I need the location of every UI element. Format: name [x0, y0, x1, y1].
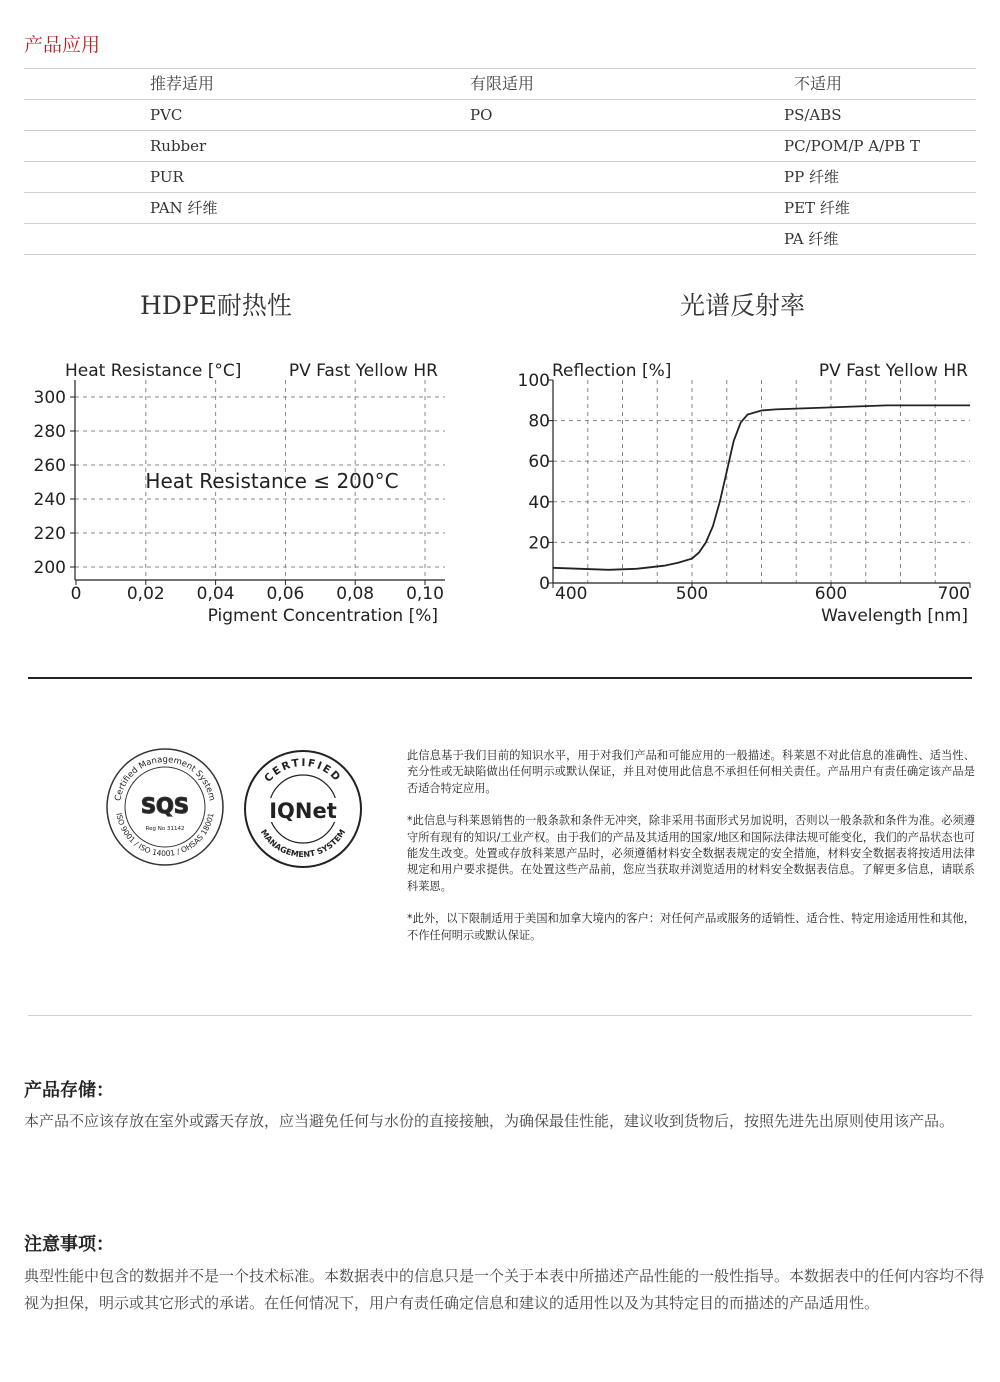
- sqs-certification-seal: [104, 746, 226, 868]
- x-tick-label: 700: [937, 584, 970, 604]
- table-cell: PC/POM/P A/PB T: [784, 137, 921, 155]
- x-axis-label: Pigment Concentration [%]: [207, 606, 438, 626]
- y-tick-label: 220: [33, 524, 66, 544]
- table-cell: Rubber: [150, 137, 207, 155]
- x-tick-label: 0: [70, 584, 82, 604]
- table-header-row: [24, 68, 976, 99]
- y-tick-label: 280: [33, 422, 66, 442]
- y-tick-label: 60: [528, 452, 550, 473]
- storage-title: 产品存储：: [24, 1080, 114, 1101]
- table-cell: PP 纤维: [784, 168, 839, 186]
- y-axis-label: Reflection [%]: [552, 361, 672, 381]
- header-recommended: 推荐适用: [150, 74, 215, 93]
- y-axis-label: Heat Resistance [°C]: [65, 361, 242, 381]
- table-row: [24, 161, 976, 192]
- disclaimer: [407, 748, 975, 960]
- table-row: [24, 192, 976, 223]
- application-table: [24, 68, 976, 255]
- table-row: [24, 99, 976, 130]
- application-title: 产品应用: [24, 34, 101, 56]
- y-tick-label: 40: [528, 492, 550, 513]
- x-tick-label: 0,08: [336, 584, 375, 604]
- reflection-heading: 光谱反射率: [680, 291, 806, 320]
- divider: [28, 1015, 972, 1016]
- disclaimer-paragraph: *此信息与科莱恩销售的一般条款和条件无冲突，除非采用书面形式另加说明，否则以一般条款和条件为准。必须遵守所有现有的知识/工业产权。由于我们的产品及其适用的国家/地区和国际法律法规可能变化，我们的产品状态也可能发生改变。处置或存放科莱恩产品时，必须遵循材料安全数据表规定的安全措施，材料安全数据表将按适用法律规定和用户要求提供。在处置这些产品前，您应当获取并浏览适用的材料安全数据表信息。了解更多信息，请联系科莱恩。: [407, 814, 975, 893]
- series-label: PV Fast Yellow HR: [288, 361, 438, 381]
- y-tick-label: 300: [33, 388, 66, 408]
- y-tick-label: 20: [528, 533, 550, 554]
- heat-resistance-chart: [20, 350, 460, 640]
- table-cell: PA 纤维: [784, 230, 839, 248]
- seal-bottom-text: ISO 9001 / ISO 14001 / OHSAS 18001: [114, 812, 216, 859]
- x-tick-label: 0,02: [126, 584, 165, 604]
- table-cell: PET 纤维: [784, 199, 850, 217]
- seal-top-text: CERTIFIED: [262, 756, 344, 785]
- x-axis-label: Wavelength [nm]: [821, 606, 968, 626]
- table-cell: PVC: [150, 106, 183, 124]
- header-not-suitable: 不适用: [794, 74, 843, 93]
- reflection-chart: [500, 350, 980, 640]
- table-cell: PUR: [150, 168, 184, 186]
- y-tick-label: 80: [528, 411, 550, 432]
- sqs-logo: SQS: [140, 794, 190, 818]
- notice-body: 典型性能中包含的数据并不是一个技术标准。本数据表中的信息只是一个关于本表中所描述产品性能的一般性指导。本数据表中的任何内容均不得视为担保，明示或其它形式的承诺。在任何情况下，用户有责任确定信息和建议的适用性以及为其特定目的而描述的产品适用性。: [24, 1267, 985, 1312]
- x-tick-label: 500: [675, 584, 709, 604]
- storage-body: 本产品不应该存放在室外或露天存放，应当避免任何与水份的直接接触，为确保最佳性能，建议收到货物后，按照先进先出原则使用该产品。: [24, 1112, 955, 1130]
- disclaimer-paragraph: 此信息基于我们目前的知识水平，用于对我们产品和可能应用的一般描述。科莱恩不对此信息的准确性、适当性、充分性或无缺陷做出任何明示或默认保证，并且对使用此信息不承担任何相关责任。产品用户有责任确定该产品是否适合特定应用。: [407, 749, 975, 795]
- table-cell: PO: [470, 106, 493, 124]
- x-tick-label: 0,04: [196, 584, 235, 604]
- iqnet-logo: IQNet: [269, 799, 337, 823]
- x-tick-label: 0,06: [266, 584, 305, 604]
- table-cell: PS/ABS: [784, 106, 842, 124]
- heat-resistance-heading: HDPE耐热性: [140, 291, 292, 320]
- disclaimer-paragraph: *此外，以下限制适用于美国和加拿大境内的客户：对任何产品或服务的适销性、适合性、特定用途适用性和其他，不作任何明示或默认保证。: [407, 912, 975, 942]
- seal-reg-number: Reg No 31142: [145, 826, 185, 832]
- series-label: PV Fast Yellow HR: [818, 361, 968, 381]
- notice-title: 注意事项：: [24, 1234, 114, 1255]
- table-row: [24, 223, 976, 255]
- y-tick-label: 100: [517, 371, 550, 391]
- table-row: [24, 130, 976, 161]
- y-tick-label: 0: [539, 574, 550, 594]
- chart-annotation: Heat Resistance ≤ 200°C: [145, 469, 399, 493]
- header-limited: 有限适用: [470, 74, 535, 93]
- y-tick-label: 200: [33, 558, 66, 578]
- x-tick-label: 0,10: [406, 584, 444, 604]
- divider: [28, 677, 972, 679]
- seal-ring-text: Certified Management System: [113, 754, 217, 802]
- seal-bottom-text: MANAGEMENT SYSTEM: [258, 827, 348, 860]
- x-tick-label: 600: [814, 584, 848, 604]
- x-tick-label: 400: [555, 584, 588, 604]
- y-tick-label: 240: [33, 490, 66, 510]
- table-cell: PAN 纤维: [150, 199, 218, 217]
- y-tick-label: 260: [33, 456, 66, 476]
- iqnet-certification-seal: [242, 748, 364, 870]
